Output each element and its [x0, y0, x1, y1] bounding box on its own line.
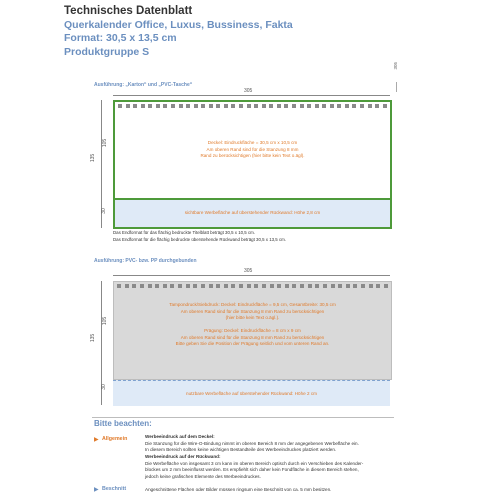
beschnitt-description: Angeschnittene Flächen oder Bilder müssen ringsum eine Beschnitt von ca. 5 mm besitzen. — [145, 487, 332, 492]
section1-cover-area — [113, 100, 392, 200]
section2-width-label: 305 — [244, 268, 253, 274]
section2-block2-text: Prägung: Deckel: Eindruckfläche = 8 cm x 9 cm Am oberen Rand sind für die Stanzung 8 mm Rand zu berücksichtigen Bitte geben Sie die Position der Prägung seitlich und vom unteren Rand an. — [175, 328, 330, 347]
product-line: Querkalender Office, Luxus, Bussiness, Fakta — [64, 19, 293, 31]
section2-height-top: 105 — [102, 316, 109, 326]
datasheet-title: Technisches Datenblatt — [64, 5, 193, 17]
section1-width-label: 305 — [244, 88, 253, 94]
section1-width-dimension-line — [113, 95, 390, 96]
section2-height-bottom: 30 — [100, 384, 107, 390]
section1-height-bottom: 30 — [100, 208, 107, 214]
notes-heading: Bitte beachten: — [94, 419, 152, 428]
allgemein-description: Werbeeindruck auf dem Deckel: Die Stanzung für die Wire-O-Bindung nimmt im oberen Bereich 8 mm der angegebenen Werbefläche ein. In diesem Bereich sollten keine wichtigen Bestandteile des Werbeeindruckes platziert werden. Werbeeindruck auf der Rückwand: Die Werbefläche von insgesamt 3 cm kann im oberen Bereich optisch durch ein Verschieben des Kalender- blockes um 2 mm beeinflusst werden. Es empfiehlt sich daher kein Fondfläche in diesem Bereich stehen, jedoch keine grafischen Elemente des Werbeeindruckes. — [145, 434, 364, 479]
section2-cover-area — [113, 281, 392, 380]
beschnitt-arrow-icon: ▶ — [94, 487, 99, 493]
section1-side-label: 305 — [393, 62, 398, 70]
notes-divider — [92, 417, 394, 418]
allgemein-arrow-icon: ▶ — [94, 437, 99, 443]
allgemein-label: Allgemein — [102, 436, 128, 442]
section2-backboard-strip — [113, 380, 390, 406]
section2-label: Ausführung: PVC- bzw. PP durchgebunden — [94, 258, 197, 264]
section2-width-dimension-line — [113, 275, 390, 276]
section2-strip-text: nutzbare Werbefläche auf überstehender Rückwand: Höhe 2 cm — [186, 391, 317, 396]
section1-note1: Das Endformat für das flächig bedruckte Titelblatt beträgt 30,5 x 10,5 cm. — [113, 230, 256, 235]
section1-strip-text: sichtbare Werbefläche auf überstehender Rückwand: Höhe 2,8 cm — [184, 210, 321, 215]
section1-side-marker-line — [396, 82, 397, 92]
section1-height-top: 105 — [102, 138, 109, 148]
format-line: Format: 30,5 x 13,5 cm — [64, 32, 177, 44]
section2-wire-o-holes — [117, 284, 388, 288]
section1-cover-text: Deckel: Eindruckfläche = 30,5 cm x 10,5 cm Am oberen Rand sind für die Stanzung 8 mm Rand zu berücksichtigen (hier bitte kein Text o.ägl). — [200, 140, 305, 159]
section1-label: Ausführung: „Karton“ und „PVC-Tasche“ — [94, 82, 193, 88]
section1-backboard-strip — [113, 198, 392, 229]
section1-wire-o-holes — [118, 104, 387, 108]
beschnitt-label: Beschnitt — [102, 486, 127, 492]
section1-note2: Das Endformat für die flächig bedruckte überstehende Rückwand beträgt 30,5 x 13,5 cm. — [113, 237, 287, 242]
section2-block1-text: Tampondruck/Siebdruck: Deckel: Eindruckfläche = 9,5 cm, Gesamtbreite: 30,5 cm Am oberen Rand sind für die Stanzung 8 mm Rand zu berücksichtigen (hier bitte kein Text o.ägl.). — [169, 302, 336, 321]
section1-height-total: 135 — [90, 153, 97, 163]
product-group-line: Produktgruppe S — [64, 46, 150, 58]
section2-height-total: 135 — [90, 333, 97, 343]
